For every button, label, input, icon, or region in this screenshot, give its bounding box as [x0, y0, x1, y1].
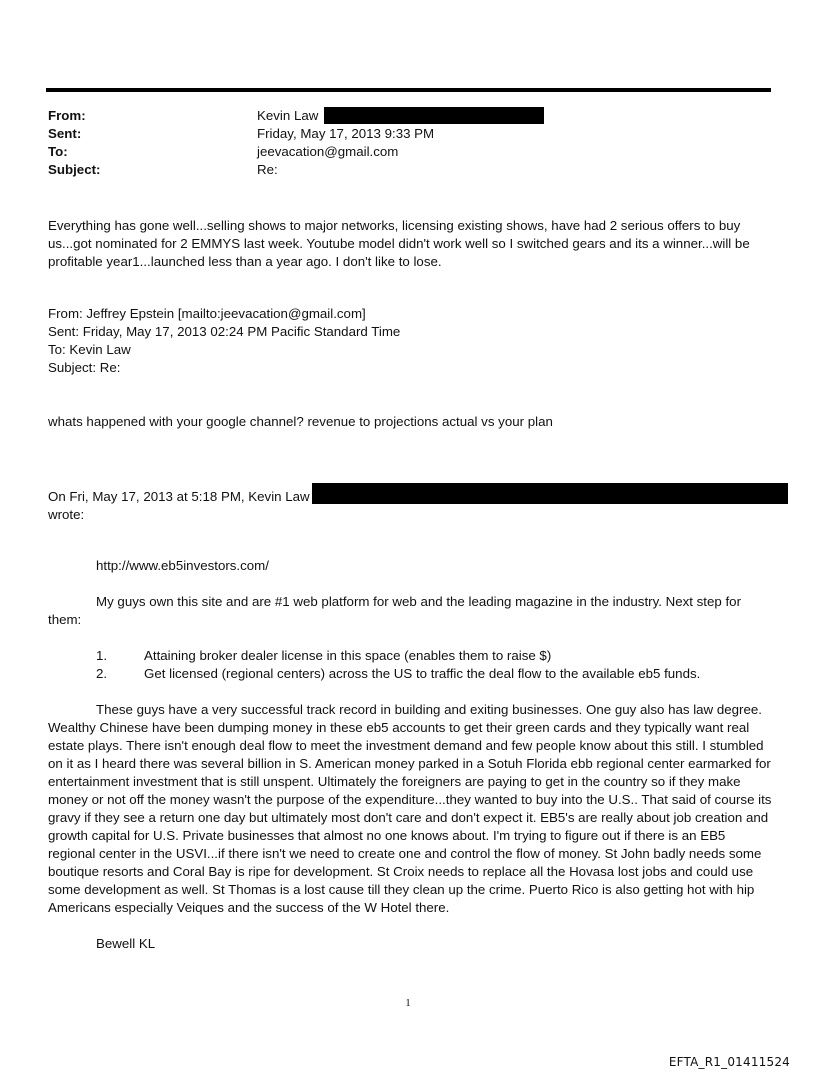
list-text: Attaining broker dealer license in this space (enables them to raise $) — [144, 648, 552, 663]
list-text: Get licensed (regional centers) across the US to traffic the deal flow to the available eb5 funds. — [144, 666, 701, 681]
quoted-sent: Sent: Friday, May 17, 2013 02:24 PM Pacific Standard Time — [48, 324, 401, 339]
redaction-block — [312, 483, 788, 504]
from-label: From: — [48, 108, 86, 123]
main-paragraph: These guys have a very successful track record in building and exiting businesses. One guy also has law degree. Wealthy Chinese have been dumping money in these eb5 accounts to get their green cards and they typically want real estate plays. There isn't enough deal flow to meet the investment demand and few people know about this still. I stumbled on it as I heard there was several billion in S. American money parked in a Sotuh Florida ebb regional center earmarked for entertainment investment that is still unspent. Ultimately the foreigners are paying to get in the country so if they make money or not off the money wasn't the purpose of the expenditure...they wanted to buy into the U.S.. That said of course its gravy if they see a return one day but ultimately most don't care and don't expect it. EB5's are really about job creation and growth capital for U.S. Private businesses that almost no one knows about. I'm trying to figure out if there is an EB5 regional center in the USVI...if there isn't we need to create one and control the flow of money. St John badly needs some boutique resorts and Coral Bay is ripe for development. St Croix needs to replace all the Hovasa lost jobs and could use some development as well. St Thomas is a lost cause till they clean up the crime. Puerto Rico is also getting hot with hip Americans especially Veiques and the success of the W Hotel there. — [48, 702, 772, 915]
to-value: jeevacation@gmail.com — [257, 144, 399, 159]
attribution-wrote: wrote: — [48, 507, 85, 522]
to-label: To: — [48, 144, 68, 159]
reply-paragraph: Everything has gone well...selling shows to major networks, licensing existing shows, have had 2 serious offers to buy us...got nominated for 2 EMMYS last week. Youtube model didn't work well so I switched gears and its a winner...will be profitable year1...launched less than a year ago. I don't like to lose. — [48, 218, 750, 269]
url-line: http://www.eb5investors.com/ — [96, 558, 269, 573]
quoted-to: To: Kevin Law — [48, 342, 131, 357]
subject-value: Re: — [257, 162, 278, 177]
redaction-block — [324, 107, 544, 124]
from-name: Kevin Law — [257, 108, 319, 123]
signoff: Bewell KL — [96, 936, 156, 951]
document-stamp: EFTA_R1_01411524 — [668, 1055, 790, 1069]
page-number: 1 — [405, 997, 411, 1009]
attribution-line — [48, 483, 773, 506]
sent-label: Sent: — [48, 126, 82, 141]
list-number: 2. — [96, 666, 108, 681]
attribution-text: On Fri, May 17, 2013 at 5:18 PM, Kevin Law — [48, 489, 310, 504]
question-paragraph: whats happened with your google channel? revenue to projections actual vs your plan — [48, 414, 553, 429]
intro-paragraph: My guys own this site and are #1 web platform for web and the leading magazine in the industry. Next step for them: — [48, 594, 741, 627]
subject-label: Subject: — [48, 162, 101, 177]
from-value — [257, 107, 544, 125]
quoted-header — [48, 305, 773, 377]
header-rule — [46, 88, 771, 92]
quoted-from: From: Jeffrey Epstein [mailto:jeevacation@gmail.com] — [48, 306, 366, 321]
attribution — [48, 483, 773, 524]
quoted-subject: Subject: Re: — [48, 360, 121, 375]
sent-value: Friday, May 17, 2013 9:33 PM — [257, 126, 435, 141]
list-number: 1. — [96, 648, 108, 663]
